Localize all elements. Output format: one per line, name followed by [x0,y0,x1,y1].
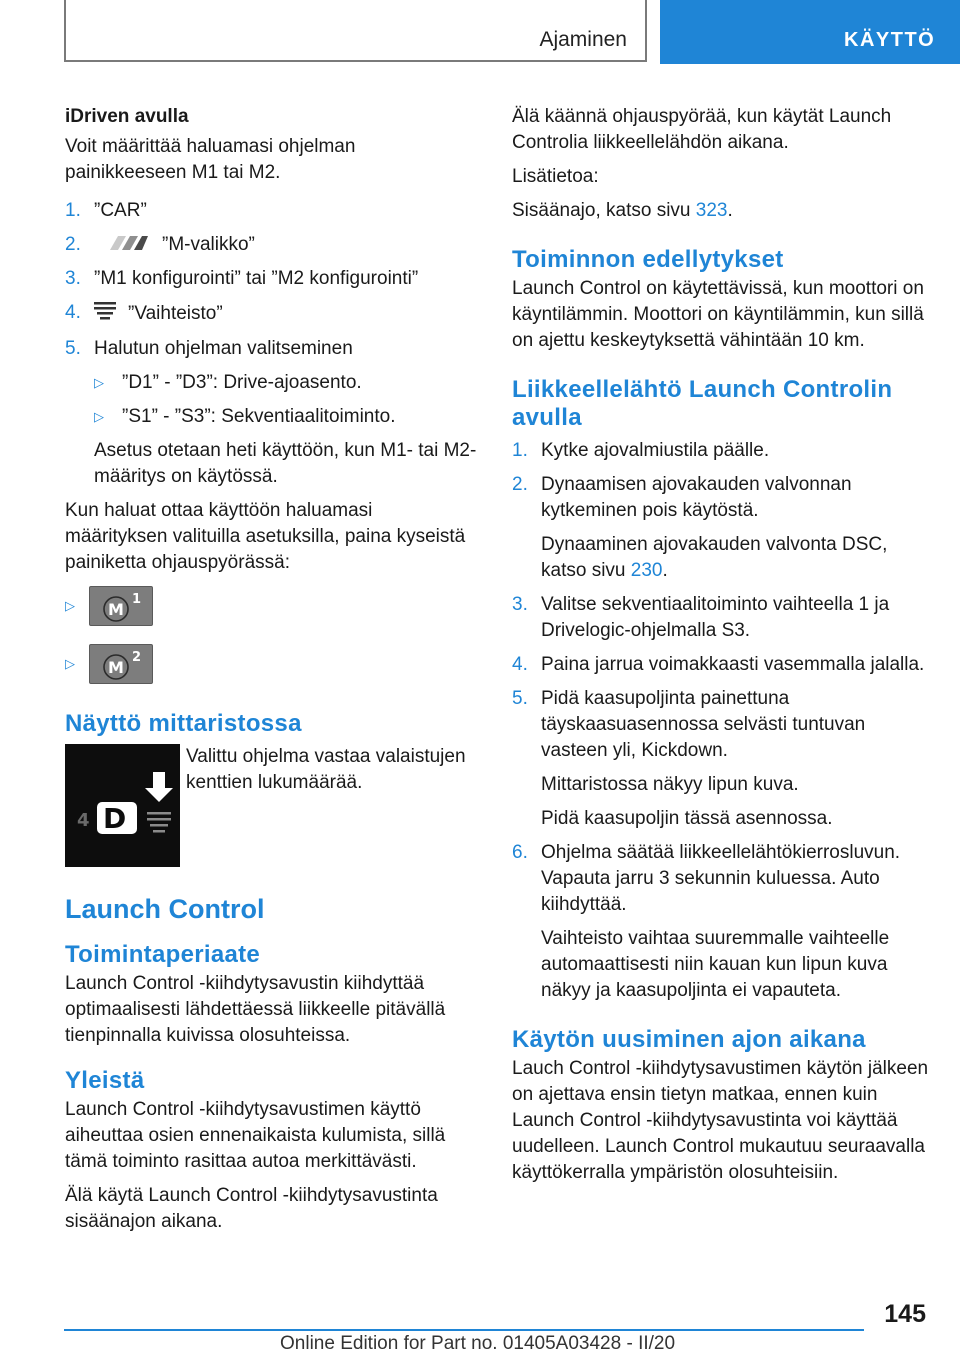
idrive-heading: iDriven avulla [65,106,189,127]
step-note: Vaihteisto vaihtaa suuremmalle vaihteelle automaattisesti niin kauan kun lipun kuva näkyy ja kaasupoljinta ei vapauteta. [541,928,890,1001]
start-heading: Liikkeellelähtö Launch Controlin avulla [512,376,893,431]
step-text: ”M1 konfigurointi” tai ”M2 konfigurointi” [94,268,419,290]
step-note: Asetus otetaan heti käyttöön, kun M1- tai M2-määritys on käytössä. [94,440,477,488]
press-text: Kun haluat ottaa käyttöön haluamasi määrityksen valituilla asetuksilla, paina kyseistä painiketta ohjauspyörässä: [65,500,466,574]
header-section-title: Ajaminen [539,28,627,51]
display-text: Valittu ohjelma vastaa valaistujen kenttien lukumäärää. [186,746,466,794]
general-text-1: Launch Control -kiihdytysavustimen käyttö aiheuttaa osien ennenaikaista kulumista, sillä tämä toiminto rasittaa autoa merkittävästi. [65,1099,446,1173]
general-heading: Yleistä [65,1067,145,1095]
list-item [512,472,932,584]
footer-edition: Online Edition for Part no. 01405A03428 - II/20 [280,1333,676,1354]
step-number: 1. [65,200,81,221]
step-text: ”Vaihteisto” [128,303,223,325]
run-in-text: Sisäänajo, katso sivu [512,200,691,221]
step-text: Valitse sekventiaalitoiminto vaihteella 1 ja Drivelogic-ohjelmalla S3. [541,594,890,641]
left-column [65,104,480,1243]
idrive-steps [65,198,480,490]
warning-text: Älä käännä ohjauspyörää, kun käytät Launch Controlia liikkeellelähdön aikana. [512,106,892,153]
step-note: Mittaristossa näkyy lipun kuva. [541,774,799,795]
step-text: ”CAR” [94,200,147,221]
m2-button-superscript: 2 [132,650,142,666]
step-text: Halutun ohjelman valitseminen [94,338,353,360]
renew-text: Lauch Control -kiihdytysavustimen käytön jälkeen on ajettava ensin tietyn matkaa, ennen kuin Launch Control -kiihdytysavustinta voi käyttää uudelleen. Launch Control mukautuu seuraavalla käyttökerralla ympäristön olosuhteisiin. [512,1058,929,1183]
header-chapter-title: KÄYTTÖ [844,29,936,51]
step-number: 1. [512,440,528,461]
list-item [65,300,480,328]
step-number: 5. [65,338,81,360]
prerequisites-heading: Toiminnon edellytykset [512,246,784,273]
list-item [65,198,480,224]
triangle-bullet-icon: ▷ [65,598,75,614]
step-number: 4. [512,654,528,675]
run-in-reference: Sisäänajo, katso sivu 323. [512,200,733,221]
step-text: Ohjelma säätää liikkeellelähtökierrosluvun. Vapauta jarru 3 sekunnin kuluessa. Auto kiihdyttää. [541,842,901,915]
display-heading: Näyttö mittaristossa [65,710,302,738]
list-item [65,336,480,490]
list-item [512,592,932,644]
step-text: Dynaamisen ajovakauden valvonnan kytkeminen pois käytöstä. [541,474,852,521]
list-item [512,686,932,832]
sub-item [94,404,480,430]
triangle-bullet-icon: ▷ [94,409,104,425]
principle-text: Launch Control -kiihdytysavustin kiihdyttää optimaalisesti lähdettäessä liikkeelle pitävällä tienpinnalla kuivissa olosuhteissa. [65,973,446,1047]
triangle-bullet-icon: ▷ [65,656,75,672]
step-number: 2. [65,234,81,255]
downshift-arrow-icon [145,772,173,802]
step-text: ”M-valikko” [162,234,255,256]
display-gear-letter: D [103,802,127,836]
m1-button-label: M [108,600,124,620]
display-section [65,744,480,867]
step-text: Pidä kaasupoljinta painettuna täyskaasuasennossa selvästi tuntuvan vasteen yli, Kickdown. [541,688,866,761]
list-item [65,266,480,292]
renew-heading: Käytön uusiminen ajon aikana [512,1026,866,1053]
list-item [512,652,932,678]
triangle-bullet-icon: ▷ [94,375,104,391]
more-info-label: Lisätietoa: [512,166,599,187]
step-note: Pidä kaasupoljin tässä asennossa. [541,808,833,829]
list-item [512,438,932,464]
display-program-number: 4 [77,810,90,832]
general-text-2: Älä käytä Launch Control -kiihdytysavustinta sisäänajon aikana. [65,1185,438,1233]
m2-button-item [65,644,480,684]
list-item [65,232,480,258]
step-text: Kytke ajovalmiustila päälle. [541,440,770,461]
sub-item-text: ”D1” - ”D3”: Drive-ajoasento. [122,372,362,394]
step-number: 5. [512,688,528,709]
principle-heading: Toimintaperiaate [65,941,261,969]
step-number: 2. [512,474,528,495]
step-number: 4. [65,302,81,324]
m2-button-label: M [108,658,124,678]
dsc-reference-text: Dynaaminen ajovakauden valvonta DSC, katso sivu [541,534,888,581]
transmission-icon [94,300,116,328]
m1-button-item [65,586,480,626]
m2-button-icon [89,644,153,684]
step-number: 3. [512,594,528,615]
run-in-page-link[interactable]: 323 [695,200,728,221]
header-section-box [64,0,647,62]
m1-button-superscript: 1 [132,592,142,608]
step-number: 6. [512,842,528,863]
sub-item-text: ”S1” - ”S3”: Sekventiaalitoiminto. [122,406,396,428]
header-chapter-tab [660,0,960,64]
m-stripes-icon [104,232,148,258]
dsc-page-link[interactable]: 230 [630,560,663,581]
step-text: Paina jarrua voimakkaasti vasemmalla jalalla. [541,654,925,675]
right-column [512,104,932,1194]
footer-divider [64,1329,864,1331]
instrument-display-image [65,744,180,867]
step-note: Dynaaminen ajovakauden valvonta DSC, katso sivu 230. [541,534,888,581]
launch-control-heading: Launch Control [65,894,265,925]
idrive-intro: Voit määrittää haluamasi ohjelman painikkeeseen M1 tai M2. [65,136,356,183]
step-number: 3. [65,268,81,290]
list-item [512,840,932,1004]
prerequisites-text: Launch Control on käytettävissä, kun moottori on käyntilämmin. Moottori on käyntilämmin, kun sillä on ajettu keskeytyksettä vähintään 10 km. [512,278,924,351]
m1-button-icon [89,586,153,626]
page-number: 145 [884,1300,926,1328]
sub-item [94,370,480,396]
launch-steps [512,438,932,1004]
